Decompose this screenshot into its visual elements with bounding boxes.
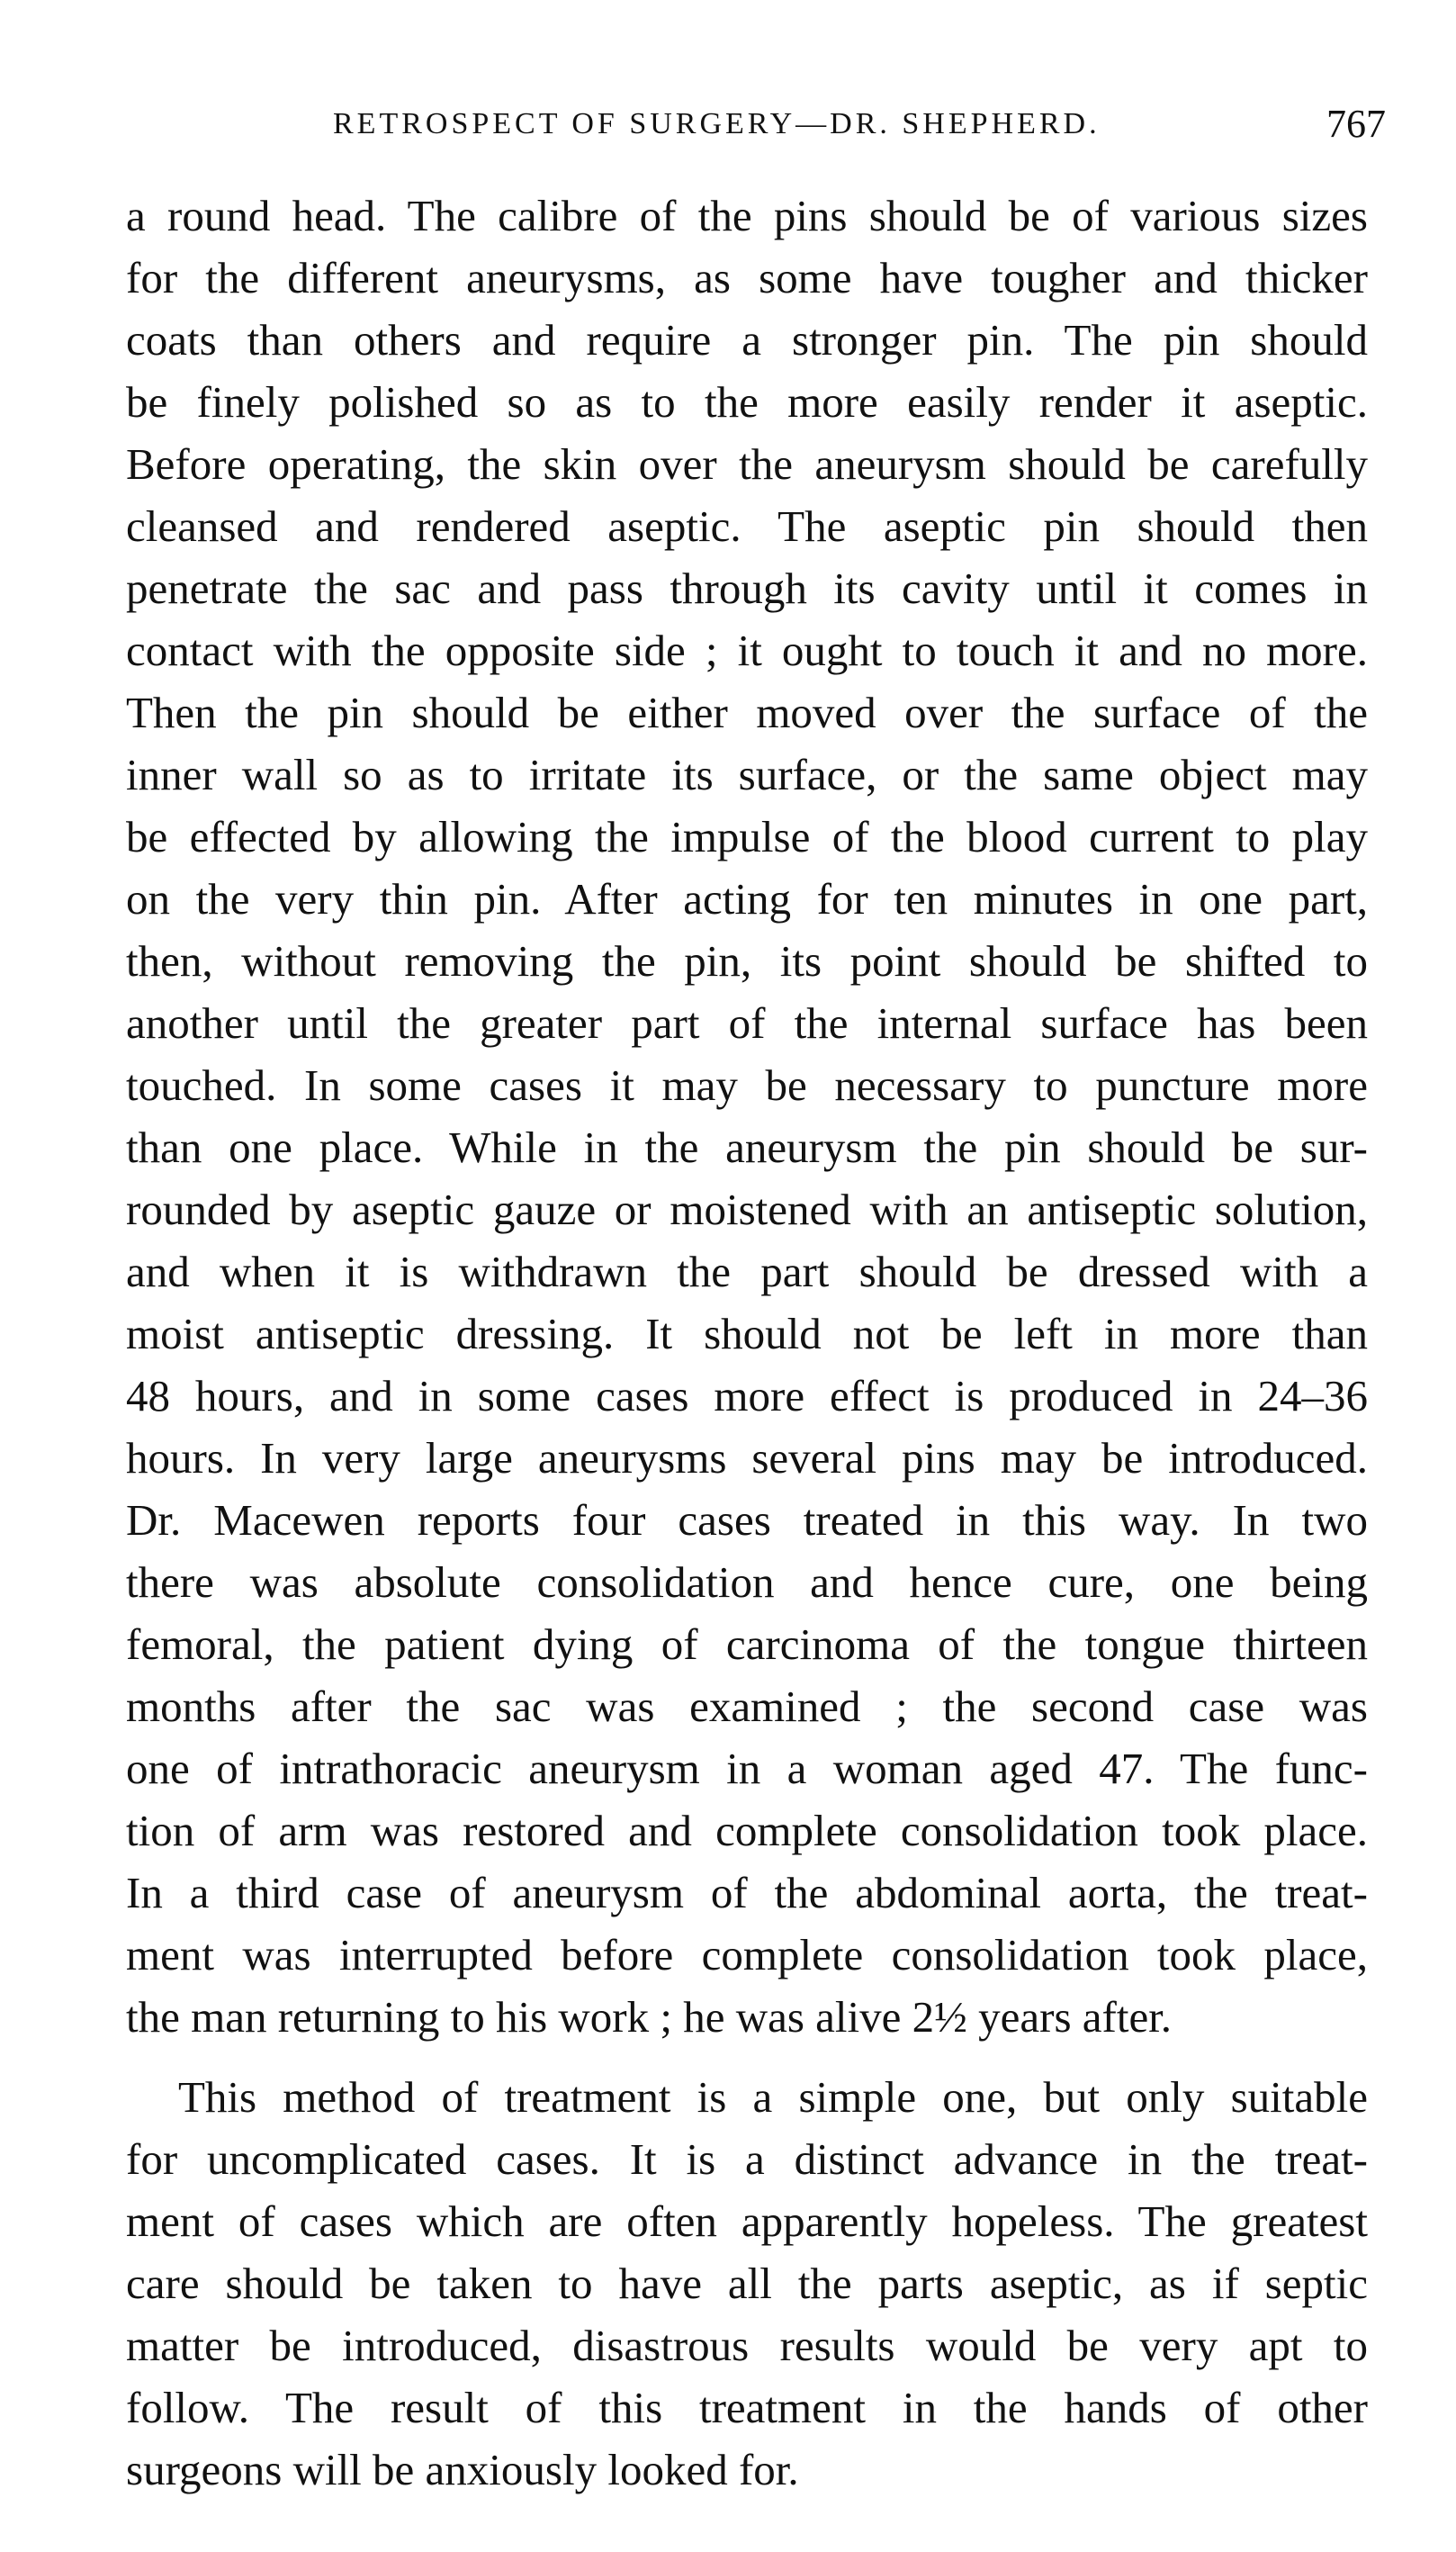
text-line: Dr. Macewen reports four cases treated in this way. In two [126,1495,1368,1545]
text-line: surgeons will be anxiously looked for. [126,2445,799,2494]
text-line: 48 hours, and in some cases more effect is produced in 24–36 [126,1371,1368,1420]
text-line: This method of treatment is a simple one, but only suitable [178,2072,1368,2122]
text-line: ment was interrupted before complete consolidation took place, [126,1930,1368,1979]
text-line: for uncomplicated cases. It is a distinct advance in the treat- [126,2134,1368,2184]
text-line: another until the greater part of the internal surface has been [126,998,1368,1048]
text-line: coats than others and require a stronger pin. The pin should [126,315,1368,365]
text-line: matter be introduced, disastrous results would be very apt to [126,2321,1368,2370]
body-text [126,185,1368,2501]
text-line: than one place. While in the aneurysm the pin should be sur- [126,1123,1368,1172]
text-line: Before operating, the skin over the aneurysm should be carefully [126,439,1368,489]
text-line: contact with the opposite side ; it ought to touch it and no more. [126,626,1368,675]
text-line: moist antiseptic dressing. It should not be left in more than [126,1309,1368,1358]
text-line: penetrate the sac and pass through its cavity until it comes in [126,564,1368,613]
text-line: cleansed and rendered aseptic. The aseptic pin should then [126,501,1368,551]
text-line: In a third case of aneurysm of the abdominal aorta, the treat- [126,1868,1368,1917]
paragraph-1 [126,185,1368,2048]
text-line: care should be taken to have all the parts aseptic, as if septic [126,2259,1368,2308]
running-title: RETROSPECT OF SURGERY—DR. SHEPHERD. [333,107,1101,140]
text-line: be effected by allowing the impulse of the blood current to play [126,812,1368,861]
text-line: then, without removing the pin, its point should be shifted to [126,936,1368,986]
text-line: one of intrathoracic aneurysm in a woman aged 47. The func- [126,1744,1368,1793]
text-line: a round head. The calibre of the pins should be of various sizes [126,191,1368,240]
paragraph-2 [126,2066,1368,2501]
text-line: follow. The result of this treatment in the hands of other [126,2383,1368,2432]
page-number: 767 [1326,102,1386,146]
running-header [126,97,1386,151]
text-line: tion of arm was restored and complete consolidation took place. [126,1806,1368,1855]
text-line: be finely polished so as to the more easily render it aseptic. [126,377,1368,427]
text-line: on the very thin pin. After acting for ten minutes in one part, [126,874,1368,924]
text-line: rounded by aseptic gauze or moistened with an antiseptic solution, [126,1185,1368,1234]
text-line: the man returning to his work ; he was alive 2½ years after. [126,1992,1173,2042]
text-line: hours. In very large aneurysms several pins may be introduced. [126,1433,1368,1483]
text-line: and when it is withdrawn the part should be dressed with a [126,1247,1368,1296]
text-line: femoral, the patient dying of carcinoma of the tongue thirteen [126,1619,1368,1669]
text-line: months after the sac was examined ; the second case was [126,1682,1368,1731]
text-line: touched. In some cases it may be necessary to puncture more [126,1060,1368,1110]
text-line: ment of cases which are often apparently hopeless. The greatest [126,2196,1368,2246]
text-line: Then the pin should be either moved over the surface of the [126,688,1368,737]
text-line: for the different aneurysms, as some have tougher and thicker [126,253,1368,302]
text-line: inner wall so as to irritate its surface, or the same object may [126,750,1368,799]
text-line: there was absolute consolidation and hence cure, one being [126,1557,1368,1607]
